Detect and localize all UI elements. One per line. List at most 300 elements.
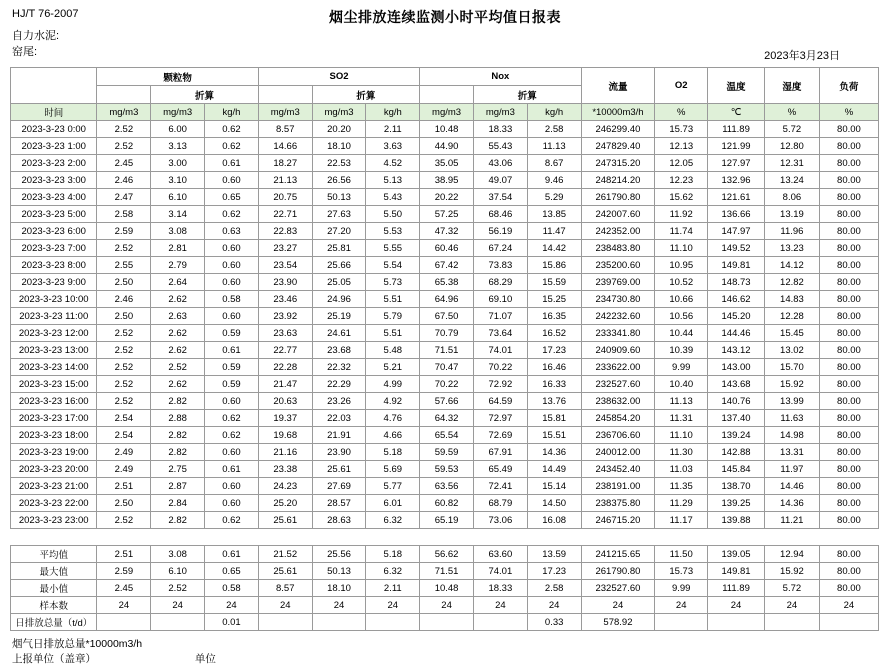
header-blank-topleft [11, 68, 97, 104]
cell-12: 14.83 [765, 291, 820, 308]
cell-0: 2.45 [97, 155, 151, 172]
summary-row-label: 最大值 [11, 563, 97, 580]
cell-1: 3.13 [151, 138, 205, 155]
cell-5: 24 [366, 597, 420, 614]
unit-load: % [819, 104, 878, 121]
cell-2: 0.62 [205, 206, 259, 223]
cell-13: 80.00 [819, 546, 878, 563]
cell-3: 19.68 [258, 427, 312, 444]
cell-10: 11.10 [655, 240, 708, 257]
cell-4: 25.19 [312, 308, 366, 325]
cell-2: 0.61 [205, 461, 259, 478]
cell-1: 2.88 [151, 410, 205, 427]
cell-2: 0.63 [205, 223, 259, 240]
spacer-cell [581, 529, 655, 546]
cell-6: 38.95 [420, 172, 474, 189]
cell-7: 69.10 [473, 291, 527, 308]
cell-2: 0.60 [205, 257, 259, 274]
cell-9: 246299.40 [581, 121, 655, 138]
cell-6: 35.05 [420, 155, 474, 172]
cell-2: 24 [205, 597, 259, 614]
cell-7: 74.01 [473, 342, 527, 359]
cell-3: 21.47 [258, 376, 312, 393]
cell-10: 10.52 [655, 274, 708, 291]
cell-1: 2.52 [151, 359, 205, 376]
cell-4: 18.10 [312, 138, 366, 155]
cell-11: 148.73 [708, 274, 765, 291]
cell-11: 145.20 [708, 308, 765, 325]
table-row [11, 308, 879, 325]
cell-4: 18.10 [312, 580, 366, 597]
cell-5: 5.21 [366, 359, 420, 376]
cell-11: 149.81 [708, 563, 765, 580]
cell-8: 13.76 [527, 393, 581, 410]
cell-4: 22.53 [312, 155, 366, 172]
cell-4: 23.26 [312, 393, 366, 410]
cell-0: 2.54 [97, 427, 151, 444]
spacer-cell [655, 529, 708, 546]
cell-12: 12.80 [765, 138, 820, 155]
cell-6: 65.38 [420, 274, 474, 291]
table-spacer [11, 529, 879, 546]
cell-4: 21.91 [312, 427, 366, 444]
cell-3: 22.28 [258, 359, 312, 376]
cell-12: 15.92 [765, 563, 820, 580]
cell-8: 14.50 [527, 495, 581, 512]
footer-line-1: 烟气日排放总量*10000m3/h [12, 638, 143, 650]
row-time-label: 2023-3-23 7:00 [11, 240, 97, 257]
cell-8: 13.59 [527, 546, 581, 563]
cell-6: 63.56 [420, 478, 474, 495]
cell-13: 80.00 [819, 444, 878, 461]
cell-6: 47.32 [420, 223, 474, 240]
monitoring-data-table [10, 67, 879, 631]
table-row [11, 291, 879, 308]
subheader-nox-blank [420, 86, 474, 104]
table-row [11, 410, 879, 427]
cell-3: 23.38 [258, 461, 312, 478]
group-header-temp: 温度 [708, 68, 765, 104]
row-time-label: 2023-3-23 1:00 [11, 138, 97, 155]
cell-9: 241215.65 [581, 546, 655, 563]
cell-2: 0.65 [205, 563, 259, 580]
cell-5: 5.50 [366, 206, 420, 223]
cell-8: 8.67 [527, 155, 581, 172]
cell-10: 11.10 [655, 427, 708, 444]
cell-6 [420, 614, 474, 631]
cell-6: 59.53 [420, 461, 474, 478]
cell-11: 144.46 [708, 325, 765, 342]
cell-5: 6.32 [366, 512, 420, 529]
cell-13: 80.00 [819, 172, 878, 189]
cell-0: 2.59 [97, 223, 151, 240]
cell-0: 2.52 [97, 359, 151, 376]
cell-4: 24.61 [312, 325, 366, 342]
cell-10: 12.05 [655, 155, 708, 172]
cell-4: 25.56 [312, 546, 366, 563]
footer-unit-word: 单位 [194, 653, 216, 666]
cell-3: 24.23 [258, 478, 312, 495]
cell-6: 57.66 [420, 393, 474, 410]
cell-6: 20.22 [420, 189, 474, 206]
table-row [11, 478, 879, 495]
unit-flow: *10000m3/h [581, 104, 655, 121]
cell-10: 10.44 [655, 325, 708, 342]
cell-13: 80.00 [819, 512, 878, 529]
unit-time: 时间 [11, 104, 97, 121]
table-row [11, 393, 879, 410]
group-header-flow: 流量 [581, 68, 655, 104]
cell-9: 233341.80 [581, 325, 655, 342]
spacer-cell [708, 529, 765, 546]
cell-5: 6.01 [366, 495, 420, 512]
group-header-humidity: 湿度 [765, 68, 820, 104]
cell-7: 56.19 [473, 223, 527, 240]
cell-4: 25.81 [312, 240, 366, 257]
row-time-label: 2023-3-23 10:00 [11, 291, 97, 308]
cell-3: 21.13 [258, 172, 312, 189]
cell-9: 261790.80 [581, 563, 655, 580]
cell-10: 11.31 [655, 410, 708, 427]
cell-10: 10.66 [655, 291, 708, 308]
cell-1: 3.08 [151, 546, 205, 563]
cell-10: 12.13 [655, 138, 708, 155]
cell-3: 20.75 [258, 189, 312, 206]
group-header-so2: SO2 [258, 68, 419, 86]
cell-2: 0.62 [205, 138, 259, 155]
spacer-cell [205, 529, 259, 546]
cell-5: 4.76 [366, 410, 420, 427]
cell-7: 68.29 [473, 274, 527, 291]
cell-11: 139.24 [708, 427, 765, 444]
cell-8: 14.42 [527, 240, 581, 257]
cell-12: 13.24 [765, 172, 820, 189]
cell-4: 25.66 [312, 257, 366, 274]
row-time-label: 2023-3-23 12:00 [11, 325, 97, 342]
cell-1: 6.10 [151, 563, 205, 580]
cell-3: 21.16 [258, 444, 312, 461]
cell-2: 0.01 [205, 614, 259, 631]
footer-notes [12, 637, 880, 667]
cell-9: 246715.20 [581, 512, 655, 529]
cell-8: 16.33 [527, 376, 581, 393]
cell-11: 147.97 [708, 223, 765, 240]
row-time-label: 2023-3-23 15:00 [11, 376, 97, 393]
cell-1: 3.00 [151, 155, 205, 172]
cell-3: 19.37 [258, 410, 312, 427]
cell-5: 5.51 [366, 325, 420, 342]
cell-0: 2.59 [97, 563, 151, 580]
cell-4: 50.13 [312, 563, 366, 580]
cell-10: 11.03 [655, 461, 708, 478]
cell-7: 67.24 [473, 240, 527, 257]
cell-13: 24 [819, 597, 878, 614]
cell-0: 2.50 [97, 308, 151, 325]
cell-11: 136.66 [708, 206, 765, 223]
row-time-label: 2023-3-23 17:00 [11, 410, 97, 427]
cell-9: 238191.00 [581, 478, 655, 495]
unit-temp: ℃ [708, 104, 765, 121]
cell-9: 235200.60 [581, 257, 655, 274]
cell-2: 0.61 [205, 546, 259, 563]
cell-9: 247829.40 [581, 138, 655, 155]
cell-7: 68.79 [473, 495, 527, 512]
cell-11: 146.62 [708, 291, 765, 308]
cell-10: 10.56 [655, 308, 708, 325]
cell-7: 43.06 [473, 155, 527, 172]
cell-6: 60.82 [420, 495, 474, 512]
cell-13: 80.00 [819, 342, 878, 359]
table-row [11, 121, 879, 138]
cell-5: 5.13 [366, 172, 420, 189]
cell-9: 234730.80 [581, 291, 655, 308]
cell-7: 72.92 [473, 376, 527, 393]
page-title: 烟尘排放连续监测小时平均值日报表 [329, 9, 561, 25]
cell-11: 140.76 [708, 393, 765, 410]
cell-4: 26.56 [312, 172, 366, 189]
cell-3: 23.54 [258, 257, 312, 274]
cell-8: 17.23 [527, 342, 581, 359]
spacer-cell [765, 529, 820, 546]
cell-12: 11.97 [765, 461, 820, 478]
cell-13: 80.00 [819, 410, 878, 427]
cell-6: 64.32 [420, 410, 474, 427]
cell-9: 238483.80 [581, 240, 655, 257]
row-time-label: 2023-3-23 14:00 [11, 359, 97, 376]
cell-8: 15.51 [527, 427, 581, 444]
spacer-cell [819, 529, 878, 546]
cell-2: 0.60 [205, 444, 259, 461]
cell-9: 245854.20 [581, 410, 655, 427]
cell-4: 24 [312, 597, 366, 614]
cell-2: 0.58 [205, 580, 259, 597]
cell-0: 2.50 [97, 274, 151, 291]
cell-12: 5.72 [765, 580, 820, 597]
table-row [11, 359, 879, 376]
cell-9: 242352.00 [581, 223, 655, 240]
row-time-label: 2023-3-23 22:00 [11, 495, 97, 512]
cell-13: 80.00 [819, 155, 878, 172]
cell-5: 5.79 [366, 308, 420, 325]
cell-12: 11.63 [765, 410, 820, 427]
cell-0: 2.51 [97, 478, 151, 495]
cell-7: 74.01 [473, 563, 527, 580]
cell-12: 11.21 [765, 512, 820, 529]
cell-11: 121.61 [708, 189, 765, 206]
cell-6: 65.54 [420, 427, 474, 444]
unit-so2-0: mg/m3 [258, 104, 312, 121]
cell-1: 2.62 [151, 291, 205, 308]
unit-dust-1: mg/m3 [151, 104, 205, 121]
cell-11: 132.96 [708, 172, 765, 189]
cell-8: 15.14 [527, 478, 581, 495]
cell-10: 10.40 [655, 376, 708, 393]
cell-13: 80.00 [819, 393, 878, 410]
group-header-o2: O2 [655, 68, 708, 104]
cell-5: 2.11 [366, 580, 420, 597]
cell-9: 233622.00 [581, 359, 655, 376]
cell-6: 64.96 [420, 291, 474, 308]
cell-8: 9.46 [527, 172, 581, 189]
cell-4: 22.03 [312, 410, 366, 427]
cell-12: 11.96 [765, 223, 820, 240]
cell-11: 145.84 [708, 461, 765, 478]
cell-7 [473, 614, 527, 631]
cell-2: 0.62 [205, 410, 259, 427]
table-row [11, 189, 879, 206]
subheader-so2-convert: 折算 [312, 86, 420, 104]
spacer-cell [366, 529, 420, 546]
cell-2: 0.58 [205, 291, 259, 308]
spacer-cell [97, 529, 151, 546]
row-time-label: 2023-3-23 2:00 [11, 155, 97, 172]
cell-13: 80.00 [819, 478, 878, 495]
cell-6: 10.48 [420, 121, 474, 138]
cell-9: 236706.60 [581, 427, 655, 444]
table-row [11, 325, 879, 342]
cell-0: 2.52 [97, 342, 151, 359]
cell-0: 2.52 [97, 138, 151, 155]
cell-9: 239769.00 [581, 274, 655, 291]
cell-9: 243452.40 [581, 461, 655, 478]
cell-10: 24 [655, 597, 708, 614]
cell-3: 8.57 [258, 121, 312, 138]
cell-1: 24 [151, 597, 205, 614]
cell-3: 14.66 [258, 138, 312, 155]
cell-1: 2.62 [151, 325, 205, 342]
row-time-label: 2023-3-23 0:00 [11, 121, 97, 138]
cell-12: 14.36 [765, 495, 820, 512]
cell-2: 0.61 [205, 155, 259, 172]
cell-2: 0.60 [205, 393, 259, 410]
table-row [11, 240, 879, 257]
cell-0: 2.52 [97, 376, 151, 393]
cell-1: 2.81 [151, 240, 205, 257]
cell-1: 2.84 [151, 495, 205, 512]
cell-0: 2.49 [97, 444, 151, 461]
row-time-label: 2023-3-23 19:00 [11, 444, 97, 461]
cell-12: 15.92 [765, 376, 820, 393]
cell-5: 5.48 [366, 342, 420, 359]
footer-line-2: 上报单位（盖章） [12, 653, 96, 666]
summary-row [11, 546, 879, 563]
cell-12: 13.99 [765, 393, 820, 410]
cell-9: 232527.60 [581, 376, 655, 393]
cell-13: 80.00 [819, 461, 878, 478]
cell-6: 71.51 [420, 342, 474, 359]
cell-7: 72.97 [473, 410, 527, 427]
cell-13: 80.00 [819, 308, 878, 325]
cell-2: 0.62 [205, 121, 259, 138]
table-row [11, 138, 879, 155]
cell-13: 80.00 [819, 274, 878, 291]
cell-8: 16.52 [527, 325, 581, 342]
cell-11: 138.70 [708, 478, 765, 495]
cell-12: 13.31 [765, 444, 820, 461]
cell-12: 12.31 [765, 155, 820, 172]
cell-3: 8.57 [258, 580, 312, 597]
summary-row [11, 597, 879, 614]
cell-4: 23.68 [312, 342, 366, 359]
cell-0: 2.47 [97, 189, 151, 206]
cell-5: 5.54 [366, 257, 420, 274]
cell-1: 2.52 [151, 580, 205, 597]
cell-12: 12.28 [765, 308, 820, 325]
cell-13 [819, 614, 878, 631]
company-label: 自力水泥: [12, 30, 60, 42]
cell-2: 0.59 [205, 376, 259, 393]
cell-10: 15.73 [655, 563, 708, 580]
cell-11: 143.68 [708, 376, 765, 393]
cell-9: 261790.80 [581, 189, 655, 206]
cell-11: 149.52 [708, 240, 765, 257]
cell-13: 80.00 [819, 325, 878, 342]
cell-4 [312, 614, 366, 631]
cell-3: 23.90 [258, 274, 312, 291]
cell-10: 9.99 [655, 359, 708, 376]
cell-4: 22.32 [312, 359, 366, 376]
cell-8: 16.35 [527, 308, 581, 325]
cell-13: 80.00 [819, 376, 878, 393]
cell-7: 70.22 [473, 359, 527, 376]
cell-10: 11.17 [655, 512, 708, 529]
cell-9: 240909.60 [581, 342, 655, 359]
table-row [11, 223, 879, 240]
cell-5: 5.18 [366, 546, 420, 563]
summary-row-label: 最小值 [11, 580, 97, 597]
cell-2: 0.61 [205, 342, 259, 359]
cell-3: 23.92 [258, 308, 312, 325]
group-header-load: 负荷 [819, 68, 878, 104]
cell-7: 24 [473, 597, 527, 614]
cell-13: 80.00 [819, 206, 878, 223]
cell-0 [97, 614, 151, 631]
cell-4: 25.05 [312, 274, 366, 291]
row-time-label: 2023-3-23 16:00 [11, 393, 97, 410]
row-time-label: 2023-3-23 9:00 [11, 274, 97, 291]
cell-2: 0.60 [205, 274, 259, 291]
cell-0: 2.52 [97, 240, 151, 257]
cell-12: 5.72 [765, 121, 820, 138]
cell-3: 22.71 [258, 206, 312, 223]
cell-5: 5.77 [366, 478, 420, 495]
subheader-so2-blank [258, 86, 312, 104]
table-row [11, 461, 879, 478]
cell-3: 21.52 [258, 546, 312, 563]
cell-0: 2.54 [97, 410, 151, 427]
cell-7: 73.64 [473, 325, 527, 342]
cell-8: 5.29 [527, 189, 581, 206]
cell-12: 15.70 [765, 359, 820, 376]
cell-1: 3.08 [151, 223, 205, 240]
cell-1: 2.82 [151, 512, 205, 529]
cell-8: 15.86 [527, 257, 581, 274]
outlet-label: 窑尾: [12, 46, 38, 58]
cell-10 [655, 614, 708, 631]
cell-13: 80.00 [819, 427, 878, 444]
cell-13: 80.00 [819, 240, 878, 257]
cell-4: 28.57 [312, 495, 366, 512]
cell-4: 20.20 [312, 121, 366, 138]
cell-2: 0.60 [205, 240, 259, 257]
cell-1: 2.82 [151, 444, 205, 461]
cell-8: 0.33 [527, 614, 581, 631]
subheader-dust-blank [97, 86, 151, 104]
cell-6: 67.50 [420, 308, 474, 325]
cell-4: 27.63 [312, 206, 366, 223]
cell-2: 0.65 [205, 189, 259, 206]
cell-5: 4.92 [366, 393, 420, 410]
